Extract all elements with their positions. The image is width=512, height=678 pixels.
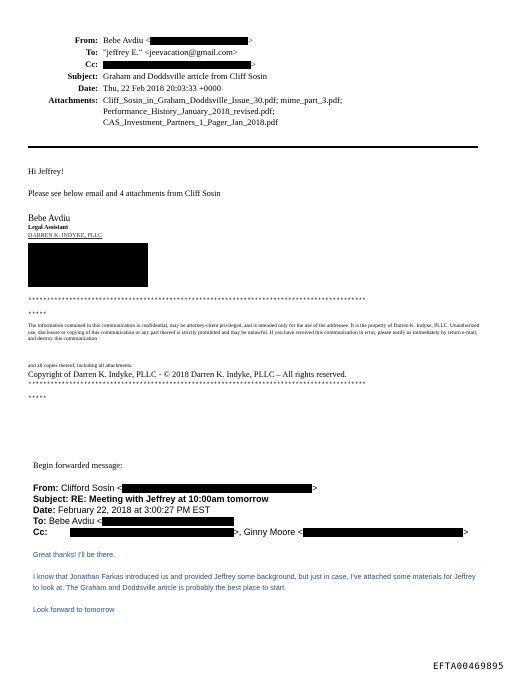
message-para: Great thanks! I'll be there. (33, 550, 116, 559)
to-value: "jeffrey E." <jeevacation@gmail.com> (103, 47, 238, 57)
signature-name: Bebe Avdiu (28, 213, 71, 223)
to-label: To: (85, 47, 98, 57)
redaction-block (70, 528, 234, 537)
from-label: From: (74, 35, 98, 45)
asterisk-rule-short: ***** (28, 395, 47, 402)
signature-firm: DARREN K. INDYKE, PLLC (28, 233, 103, 239)
message-para: Look forward to tomorrow (33, 605, 115, 614)
signature-title: Legal Assistant (28, 224, 69, 231)
attachment-item[interactable]: Performance_History_January_2018_revised.pdf; (103, 106, 275, 116)
forwarded-intro: Begin forwarded message: (33, 461, 123, 470)
redaction-block (303, 528, 463, 537)
message-para: I know that Jonathan Farkas introduced us and provided Jeffrey some background, but just in case, I've attached some materials for Jeffrey to look at. The Graham and Doddsville article is probably the best place to start. (33, 572, 476, 592)
date-label: Date: (77, 83, 98, 93)
attachment-item[interactable]: Cliff_Sosin_in_Graham_Doddsville_Issue_30.pdf; mime_part_3.pdf; (103, 95, 343, 105)
attachments-label: Attachments: (48, 95, 98, 105)
asterisk-rule: ******************************************************************************************* (28, 381, 366, 388)
redaction-block (28, 243, 148, 287)
fwd-cc: Cc: >, Ginny Moore < > (33, 527, 469, 537)
subject-label: Subject: (67, 71, 98, 81)
greeting: Hi Jeffrey! (28, 167, 64, 176)
asterisk-rule: ******************************************************************************************* (28, 297, 366, 304)
redaction-block (150, 37, 248, 45)
fwd-from: From: Clifford Sosin < > (33, 483, 318, 493)
fwd-date: Date: February 22, 2018 at 3:00:27 PM EST (33, 505, 211, 515)
date-value: Thu, 22 Feb 2018 20:03:33 +0000 (103, 83, 221, 93)
from-value: Bebe Avdiu < > (103, 35, 254, 45)
bates-number: EFTA00469895 (432, 662, 504, 672)
header-divider (28, 146, 478, 148)
redaction-block (103, 61, 251, 69)
body-line: Please see below email and 4 attachments from Cliff Sosin (28, 189, 221, 198)
disclaimer-text: The information contained in this communication is confidential, may be attorney-client privileged, and is intended only for the use of the addressee. It is the property of Darren K. Indyke, PLLC. Unauthorized use, disclosure or copying of this communication or any part thereof is strictly prohibited and may be unlawful. If you have received this communication in error, please notify us immediately by return e-mail, and destroy this communication (28, 323, 480, 343)
disclaimer-text-2: and all copies thereof, including all attachments. (28, 363, 133, 369)
cc-label: Cc: (85, 59, 98, 69)
copyright-line: Copyright of Darren K. Indyke, PLLC - © 2018 Darren K. Indyke, PLLC – All rights reserved. (28, 370, 347, 379)
redaction-block (102, 517, 234, 526)
asterisk-rule-short: ***** (28, 311, 47, 318)
attachment-item[interactable]: CAS_Investment_Partners_1_Pager_Jan_2018.pdf (103, 117, 278, 127)
cc-value: > (103, 59, 256, 70)
fwd-subject: Subject: RE: Meeting with Jeffrey at 10:00am tomorrow (33, 494, 269, 504)
redaction-block (122, 484, 312, 493)
fwd-to: To: Bebe Avdiu < (33, 516, 234, 526)
subject-value: Graham and Doddsville article from Cliff Sosin (103, 71, 268, 81)
